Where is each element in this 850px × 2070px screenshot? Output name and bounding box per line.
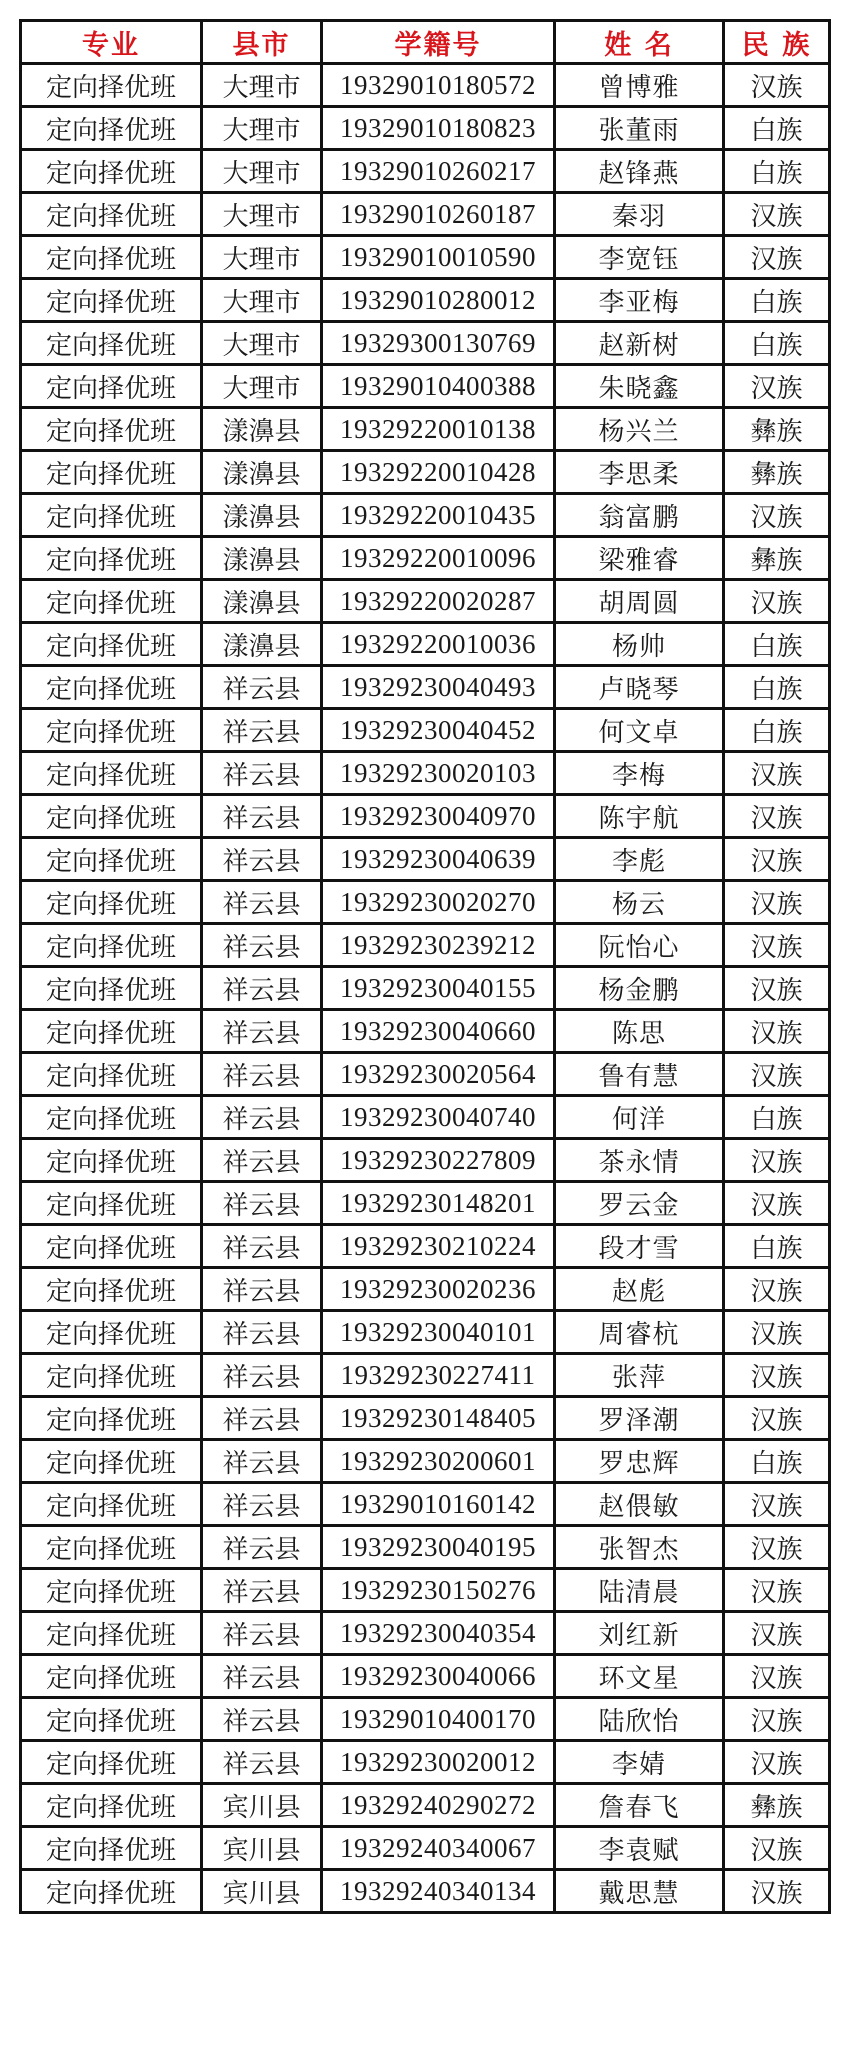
- county-cell: 祥云县: [202, 1053, 322, 1096]
- major-cell: 定向择优班: [21, 1010, 202, 1053]
- table-row: [21, 1483, 830, 1526]
- student-id-cell: 19329010280012: [322, 279, 555, 322]
- student-id-cell: 19329230040639: [322, 838, 555, 881]
- major-cell: 定向择优班: [21, 1741, 202, 1784]
- table-row: [21, 1870, 830, 1913]
- student-id-cell: 19329010010590: [322, 236, 555, 279]
- county-cell: 漾濞县: [202, 580, 322, 623]
- name-cell: 茶永情: [555, 1139, 724, 1182]
- student-id-cell: 19329230148405: [322, 1397, 555, 1440]
- county-cell: 大理市: [202, 279, 322, 322]
- ethnicity-cell: 白族: [724, 1440, 830, 1483]
- major-cell: 定向择优班: [21, 623, 202, 666]
- student-id-cell: 19329010180823: [322, 107, 555, 150]
- major-cell: 定向择优班: [21, 1311, 202, 1354]
- header-county: 县市: [202, 21, 322, 64]
- name-cell: 秦羽: [555, 193, 724, 236]
- county-cell: 大理市: [202, 236, 322, 279]
- ethnicity-cell: 彝族: [724, 408, 830, 451]
- name-cell: 赵彪: [555, 1268, 724, 1311]
- major-cell: 定向择优班: [21, 580, 202, 623]
- table-row: [21, 623, 830, 666]
- ethnicity-cell: 白族: [724, 709, 830, 752]
- major-cell: 定向择优班: [21, 193, 202, 236]
- student-id-cell: 19329230227411: [322, 1354, 555, 1397]
- county-cell: 祥云县: [202, 1096, 322, 1139]
- county-cell: 祥云县: [202, 1311, 322, 1354]
- county-cell: 宾川县: [202, 1784, 322, 1827]
- name-cell: 赵偎敏: [555, 1483, 724, 1526]
- ethnicity-cell: 彝族: [724, 451, 830, 494]
- name-cell: 李思柔: [555, 451, 724, 494]
- ethnicity-cell: 汉族: [724, 1741, 830, 1784]
- name-cell: 张萍: [555, 1354, 724, 1397]
- county-cell: 祥云县: [202, 1139, 322, 1182]
- student-id-cell: 19329230020270: [322, 881, 555, 924]
- county-cell: 祥云县: [202, 1354, 322, 1397]
- major-cell: 定向择优班: [21, 1827, 202, 1870]
- county-cell: 大理市: [202, 193, 322, 236]
- ethnicity-cell: 白族: [724, 623, 830, 666]
- name-cell: 李亚梅: [555, 279, 724, 322]
- ethnicity-cell: 白族: [724, 107, 830, 150]
- major-cell: 定向择优班: [21, 1698, 202, 1741]
- name-cell: 翁富鹏: [555, 494, 724, 537]
- major-cell: 定向择优班: [21, 451, 202, 494]
- ethnicity-cell: 汉族: [724, 365, 830, 408]
- student-list-sheet: [19, 19, 831, 1914]
- county-cell: 祥云县: [202, 1741, 322, 1784]
- major-cell: 定向择优班: [21, 1225, 202, 1268]
- student-id-cell: 19329220010435: [322, 494, 555, 537]
- major-cell: 定向择优班: [21, 322, 202, 365]
- major-cell: 定向择优班: [21, 1053, 202, 1096]
- table-row: [21, 1827, 830, 1870]
- major-cell: 定向择优班: [21, 1182, 202, 1225]
- student-id-cell: 19329240290272: [322, 1784, 555, 1827]
- county-cell: 祥云县: [202, 709, 322, 752]
- name-cell: 赵锋燕: [555, 150, 724, 193]
- table-row: [21, 666, 830, 709]
- major-cell: 定向择优班: [21, 1870, 202, 1913]
- table-row: [21, 1096, 830, 1139]
- ethnicity-cell: 汉族: [724, 1182, 830, 1225]
- student-id-cell: 19329220010036: [322, 623, 555, 666]
- name-cell: 朱晓鑫: [555, 365, 724, 408]
- county-cell: 祥云县: [202, 1440, 322, 1483]
- name-cell: 杨帅: [555, 623, 724, 666]
- table-row: [21, 236, 830, 279]
- ethnicity-cell: 汉族: [724, 1870, 830, 1913]
- major-cell: 定向择优班: [21, 365, 202, 408]
- table-row: [21, 537, 830, 580]
- table-row: [21, 580, 830, 623]
- student-id-cell: 19329230040740: [322, 1096, 555, 1139]
- table-row: [21, 1010, 830, 1053]
- student-id-cell: 19329010160142: [322, 1483, 555, 1526]
- student-id-cell: 19329230040354: [322, 1612, 555, 1655]
- major-cell: 定向择优班: [21, 64, 202, 107]
- ethnicity-cell: 白族: [724, 1096, 830, 1139]
- major-cell: 定向择优班: [21, 1096, 202, 1139]
- student-id-cell: 19329220020287: [322, 580, 555, 623]
- ethnicity-cell: 汉族: [724, 1526, 830, 1569]
- name-cell: 胡周圆: [555, 580, 724, 623]
- county-cell: 大理市: [202, 107, 322, 150]
- table-row: [21, 1311, 830, 1354]
- ethnicity-cell: 汉族: [724, 1354, 830, 1397]
- name-cell: 刘红新: [555, 1612, 724, 1655]
- name-cell: 何文卓: [555, 709, 724, 752]
- name-cell: 环文星: [555, 1655, 724, 1698]
- name-cell: 何洋: [555, 1096, 724, 1139]
- ethnicity-cell: 汉族: [724, 64, 830, 107]
- table-row: [21, 709, 830, 752]
- major-cell: 定向择优班: [21, 408, 202, 451]
- header-name: 姓 名: [555, 21, 724, 64]
- student-id-cell: 19329230210224: [322, 1225, 555, 1268]
- student-id-cell: 19329010400388: [322, 365, 555, 408]
- table-row: [21, 967, 830, 1010]
- ethnicity-cell: 汉族: [724, 1698, 830, 1741]
- ethnicity-cell: 汉族: [724, 193, 830, 236]
- ethnicity-cell: 汉族: [724, 1655, 830, 1698]
- major-cell: 定向择优班: [21, 107, 202, 150]
- table-row: [21, 107, 830, 150]
- table-row: [21, 408, 830, 451]
- name-cell: 陆欣怡: [555, 1698, 724, 1741]
- major-cell: 定向择优班: [21, 666, 202, 709]
- major-cell: 定向择优班: [21, 279, 202, 322]
- county-cell: 漾濞县: [202, 623, 322, 666]
- table-row: [21, 193, 830, 236]
- table-row: [21, 1225, 830, 1268]
- ethnicity-cell: 汉族: [724, 1483, 830, 1526]
- header-major: 专业: [21, 21, 202, 64]
- county-cell: 祥云县: [202, 967, 322, 1010]
- county-cell: 大理市: [202, 322, 322, 365]
- major-cell: 定向择优班: [21, 1483, 202, 1526]
- name-cell: 李彪: [555, 838, 724, 881]
- table-row: [21, 1741, 830, 1784]
- student-id-cell: 19329010400170: [322, 1698, 555, 1741]
- ethnicity-cell: 汉族: [724, 236, 830, 279]
- county-cell: 祥云县: [202, 881, 322, 924]
- county-cell: 漾濞县: [202, 408, 322, 451]
- name-cell: 梁雅睿: [555, 537, 724, 580]
- student-id-cell: 19329230020564: [322, 1053, 555, 1096]
- student-id-cell: 19329230040660: [322, 1010, 555, 1053]
- major-cell: 定向择优班: [21, 1784, 202, 1827]
- name-cell: 李袁赋: [555, 1827, 724, 1870]
- county-cell: 祥云县: [202, 1526, 322, 1569]
- student-id-cell: 19329230239212: [322, 924, 555, 967]
- major-cell: 定向择优班: [21, 1655, 202, 1698]
- name-cell: 杨兴兰: [555, 408, 724, 451]
- ethnicity-cell: 白族: [724, 150, 830, 193]
- county-cell: 大理市: [202, 365, 322, 408]
- county-cell: 祥云县: [202, 1569, 322, 1612]
- student-id-cell: 19329230020236: [322, 1268, 555, 1311]
- student-id-cell: 19329230040155: [322, 967, 555, 1010]
- ethnicity-cell: 汉族: [724, 1268, 830, 1311]
- student-id-cell: 19329010260187: [322, 193, 555, 236]
- name-cell: 段才雪: [555, 1225, 724, 1268]
- ethnicity-cell: 汉族: [724, 838, 830, 881]
- ethnicity-cell: 彝族: [724, 537, 830, 580]
- major-cell: 定向择优班: [21, 1526, 202, 1569]
- county-cell: 祥云县: [202, 1612, 322, 1655]
- table-row: [21, 1268, 830, 1311]
- county-cell: 祥云县: [202, 1698, 322, 1741]
- table-row: [21, 365, 830, 408]
- name-cell: 李梅: [555, 752, 724, 795]
- major-cell: 定向择优班: [21, 1139, 202, 1182]
- student-id-cell: 19329230148201: [322, 1182, 555, 1225]
- table-row: [21, 1182, 830, 1225]
- county-cell: 祥云县: [202, 838, 322, 881]
- major-cell: 定向择优班: [21, 236, 202, 279]
- student-id-cell: 19329230040101: [322, 1311, 555, 1354]
- table-row: [21, 1655, 830, 1698]
- county-cell: 漾濞县: [202, 537, 322, 580]
- county-cell: 宾川县: [202, 1827, 322, 1870]
- student-id-cell: 19329230200601: [322, 1440, 555, 1483]
- major-cell: 定向择优班: [21, 838, 202, 881]
- ethnicity-cell: 汉族: [724, 1827, 830, 1870]
- student-id-cell: 19329230020103: [322, 752, 555, 795]
- major-cell: 定向择优班: [21, 494, 202, 537]
- name-cell: 李婧: [555, 1741, 724, 1784]
- student-id-cell: 19329230020012: [322, 1741, 555, 1784]
- county-cell: 祥云县: [202, 795, 322, 838]
- table-body: [21, 64, 830, 1913]
- ethnicity-cell: 汉族: [724, 1053, 830, 1096]
- ethnicity-cell: 汉族: [724, 1397, 830, 1440]
- table-row: [21, 881, 830, 924]
- major-cell: 定向择优班: [21, 537, 202, 580]
- table-row: [21, 1698, 830, 1741]
- ethnicity-cell: 汉族: [724, 1139, 830, 1182]
- table-row: [21, 1569, 830, 1612]
- county-cell: 祥云县: [202, 1268, 322, 1311]
- ethnicity-cell: 汉族: [724, 1612, 830, 1655]
- table-row: [21, 279, 830, 322]
- county-cell: 祥云县: [202, 1010, 322, 1053]
- name-cell: 罗泽潮: [555, 1397, 724, 1440]
- header-student-id: 学籍号: [322, 21, 555, 64]
- student-id-cell: 19329230150276: [322, 1569, 555, 1612]
- student-id-cell: 19329300130769: [322, 322, 555, 365]
- ethnicity-cell: 白族: [724, 279, 830, 322]
- county-cell: 漾濞县: [202, 494, 322, 537]
- name-cell: 陈思: [555, 1010, 724, 1053]
- major-cell: 定向择优班: [21, 752, 202, 795]
- student-id-cell: 19329010180572: [322, 64, 555, 107]
- student-id-cell: 19329220010096: [322, 537, 555, 580]
- table-row: [21, 1139, 830, 1182]
- table-row: [21, 752, 830, 795]
- student-id-cell: 19329220010428: [322, 451, 555, 494]
- major-cell: 定向择优班: [21, 1354, 202, 1397]
- county-cell: 祥云县: [202, 924, 322, 967]
- ethnicity-cell: 汉族: [724, 967, 830, 1010]
- student-id-cell: 19329230227809: [322, 1139, 555, 1182]
- table-header-row: [21, 21, 830, 64]
- county-cell: 大理市: [202, 150, 322, 193]
- major-cell: 定向择优班: [21, 1569, 202, 1612]
- name-cell: 鲁有慧: [555, 1053, 724, 1096]
- student-id-cell: 19329240340067: [322, 1827, 555, 1870]
- name-cell: 张董雨: [555, 107, 724, 150]
- ethnicity-cell: 汉族: [724, 580, 830, 623]
- table-row: [21, 1784, 830, 1827]
- county-cell: 祥云县: [202, 752, 322, 795]
- name-cell: 卢晓琴: [555, 666, 724, 709]
- student-id-cell: 19329230040970: [322, 795, 555, 838]
- name-cell: 赵新树: [555, 322, 724, 365]
- table-row: [21, 1397, 830, 1440]
- name-cell: 杨云: [555, 881, 724, 924]
- header-ethnicity: 民 族: [724, 21, 830, 64]
- major-cell: 定向择优班: [21, 1440, 202, 1483]
- county-cell: 宾川县: [202, 1870, 322, 1913]
- name-cell: 张智杰: [555, 1526, 724, 1569]
- major-cell: 定向择优班: [21, 1612, 202, 1655]
- ethnicity-cell: 彝族: [724, 1784, 830, 1827]
- student-id-cell: 19329240340134: [322, 1870, 555, 1913]
- name-cell: 陆清晨: [555, 1569, 724, 1612]
- table-row: [21, 1526, 830, 1569]
- name-cell: 詹春飞: [555, 1784, 724, 1827]
- name-cell: 周睿杭: [555, 1311, 724, 1354]
- major-cell: 定向择优班: [21, 1397, 202, 1440]
- table-row: [21, 322, 830, 365]
- table-row: [21, 494, 830, 537]
- county-cell: 祥云县: [202, 1655, 322, 1698]
- name-cell: 李宽钰: [555, 236, 724, 279]
- ethnicity-cell: 白族: [724, 666, 830, 709]
- ethnicity-cell: 汉族: [724, 494, 830, 537]
- table-row: [21, 838, 830, 881]
- name-cell: 戴思慧: [555, 1870, 724, 1913]
- student-id-cell: 19329220010138: [322, 408, 555, 451]
- table-row: [21, 150, 830, 193]
- county-cell: 祥云县: [202, 1397, 322, 1440]
- student-id-cell: 19329230040066: [322, 1655, 555, 1698]
- table-row: [21, 1354, 830, 1397]
- ethnicity-cell: 白族: [724, 322, 830, 365]
- name-cell: 阮怡心: [555, 924, 724, 967]
- table-row: [21, 1612, 830, 1655]
- major-cell: 定向择优班: [21, 924, 202, 967]
- ethnicity-cell: 汉族: [724, 1311, 830, 1354]
- county-cell: 漾濞县: [202, 451, 322, 494]
- table-row: [21, 451, 830, 494]
- ethnicity-cell: 汉族: [724, 924, 830, 967]
- ethnicity-cell: 汉族: [724, 1569, 830, 1612]
- name-cell: 曾博雅: [555, 64, 724, 107]
- major-cell: 定向择优班: [21, 1268, 202, 1311]
- table-row: [21, 924, 830, 967]
- table-row: [21, 795, 830, 838]
- student-table: [19, 19, 831, 1914]
- county-cell: 祥云县: [202, 1225, 322, 1268]
- ethnicity-cell: 汉族: [724, 752, 830, 795]
- ethnicity-cell: 汉族: [724, 1010, 830, 1053]
- table-row: [21, 64, 830, 107]
- county-cell: 大理市: [202, 64, 322, 107]
- name-cell: 罗忠辉: [555, 1440, 724, 1483]
- county-cell: 祥云县: [202, 1483, 322, 1526]
- major-cell: 定向择优班: [21, 150, 202, 193]
- student-id-cell: 19329230040452: [322, 709, 555, 752]
- major-cell: 定向择优班: [21, 881, 202, 924]
- name-cell: 罗云金: [555, 1182, 724, 1225]
- county-cell: 祥云县: [202, 666, 322, 709]
- table-row: [21, 1440, 830, 1483]
- ethnicity-cell: 汉族: [724, 881, 830, 924]
- name-cell: 陈宇航: [555, 795, 724, 838]
- major-cell: 定向择优班: [21, 709, 202, 752]
- major-cell: 定向择优班: [21, 967, 202, 1010]
- table-row: [21, 1053, 830, 1096]
- ethnicity-cell: 汉族: [724, 795, 830, 838]
- student-id-cell: 19329230040195: [322, 1526, 555, 1569]
- student-id-cell: 19329230040493: [322, 666, 555, 709]
- student-id-cell: 19329010260217: [322, 150, 555, 193]
- name-cell: 杨金鹏: [555, 967, 724, 1010]
- ethnicity-cell: 白族: [724, 1225, 830, 1268]
- county-cell: 祥云县: [202, 1182, 322, 1225]
- major-cell: 定向择优班: [21, 795, 202, 838]
